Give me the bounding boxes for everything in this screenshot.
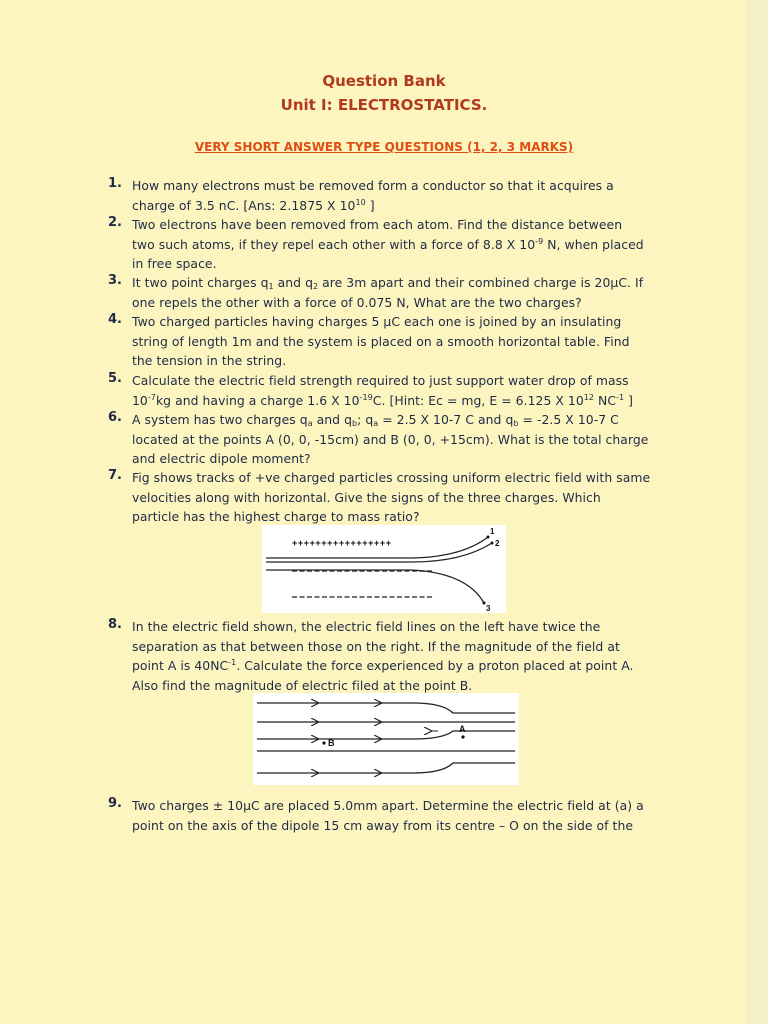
field-line-5 bbox=[257, 763, 515, 773]
question-text-line: string of length 1m and the system is placed on a smooth horizontal table. Find bbox=[132, 333, 630, 349]
question-text-line: Two electrons have been removed from each atom. Find the distance between bbox=[132, 217, 623, 232]
question-text-line: charge of 3.5 nC. [Ans: 2.1875 X $10^{10}$ ] bbox=[132, 197, 375, 213]
superscript: -7 bbox=[147, 392, 156, 402]
unit-title: Unit I: ELECTROSTATICS. bbox=[280, 96, 488, 114]
question-text-line: $10^{-7}kg$ and having a charge 1.6 X $10^{-19}C$. [Hint: Ec = mg, E = 6.125 X $10^{12}$ $NC^{-1}$ ] bbox=[132, 392, 634, 408]
superscript: -19 bbox=[359, 392, 373, 402]
question-text-line: A system has two charges $q_a$ and $q_b$; $q_a = 2.5$ X 10-7 C and $q_b = -2.5$ X 10-7 C bbox=[132, 412, 619, 428]
question-text-line: in free space. bbox=[132, 256, 217, 271]
question-text-line: separation as that between those on the right. If the magnitude of the field at bbox=[132, 638, 620, 654]
question-text-line: Two charged particles having charges 5 µC each one is joined by an insulating bbox=[132, 314, 622, 329]
page-title: Question Bank bbox=[322, 72, 446, 90]
question-text-line: Calculate the electric field strength required to just support water drop of mass bbox=[132, 373, 629, 388]
track-label-3: 3 bbox=[486, 604, 491, 613]
plus-plates: +++++++++++++++++ bbox=[292, 538, 392, 548]
subscript: 1 bbox=[268, 282, 274, 291]
track-label-1: 1 bbox=[490, 527, 495, 536]
question-text-line: Also find the magnitude of electric filed at the point B. bbox=[132, 677, 473, 693]
superscript: -9 bbox=[535, 236, 544, 246]
subscript: b bbox=[513, 419, 519, 428]
section-heading: VERY SHORT ANSWER TYPE QUESTIONS (1, 2, 3 MARKS) bbox=[194, 140, 574, 154]
question-number: 7. bbox=[108, 468, 122, 483]
subscript: b bbox=[352, 419, 358, 428]
label-b: B bbox=[328, 738, 335, 748]
superscript: -1 bbox=[616, 392, 625, 402]
question-text-line: In the electric field shown, the electric field lines on the left have twice the bbox=[132, 619, 601, 634]
subscript: a bbox=[373, 419, 379, 428]
point-b bbox=[322, 741, 325, 744]
figure-charged-tracks bbox=[262, 525, 506, 613]
question-text-line: Two charges ± 10µC are placed 5.0mm apart. Determine the electric field at (a) a bbox=[132, 798, 644, 813]
question-text-line: velocities along with horizontal. Give the signs of the three charges. Which bbox=[132, 489, 601, 505]
field-line-3 bbox=[257, 731, 515, 739]
question-text-line: one repels the other with a force of 0.075 N, What are the two charges? bbox=[132, 294, 582, 310]
question-number: 3. bbox=[108, 273, 122, 288]
question-text-line: and electric dipole moment? bbox=[132, 451, 311, 466]
subscript: a bbox=[307, 419, 313, 428]
question-text-line: the tension in the string. bbox=[132, 353, 287, 368]
question-number: 9. bbox=[108, 796, 122, 811]
question-text-line: It two point charges $q_1$ and $q_2$ are 3m apart and their combined charge is 20µC. If bbox=[132, 275, 644, 291]
question-text-line: point A is $40NC^{-1}$. Calculate the force experienced by a proton placed at point A. bbox=[132, 658, 634, 673]
question-number: 8. bbox=[108, 617, 122, 632]
question-text-line: point on the axis of the dipole 15 cm away from its centre – O on the side of the bbox=[132, 817, 634, 833]
superscript: 12 bbox=[583, 392, 595, 402]
superscript: 10 bbox=[355, 197, 366, 207]
question-text-line: located at the points A (0, 0, -15cm) and B (0, 0, +15cm). What is the total charge bbox=[132, 431, 649, 447]
question-text-line: particle has the highest charge to mass ratio? bbox=[132, 509, 420, 524]
question-text-line: Fig shows tracks of +ve charged particles crossing uniform electric field with same bbox=[132, 470, 651, 485]
track-label-2: 2 bbox=[495, 539, 500, 548]
question-number: 2. bbox=[108, 215, 122, 230]
question-number: 4. bbox=[108, 312, 122, 327]
question-number: 5. bbox=[108, 371, 122, 386]
subscript: 2 bbox=[312, 282, 319, 291]
question-text-line: two such atoms, if they repel each other with a force of 8.8 X $10^{-9}$ N, when placed bbox=[132, 236, 644, 252]
point-a bbox=[461, 735, 464, 738]
question-number: 1. bbox=[108, 176, 122, 191]
figure-field-lines bbox=[253, 693, 519, 785]
question-number: 6. bbox=[108, 410, 122, 425]
label-a: A bbox=[459, 724, 466, 734]
question-text-line: How many electrons must be removed form a conductor so that it acquires a bbox=[132, 178, 614, 193]
field-line-1 bbox=[257, 703, 515, 713]
superscript: -1 bbox=[228, 658, 237, 667]
track-3 bbox=[266, 570, 484, 603]
